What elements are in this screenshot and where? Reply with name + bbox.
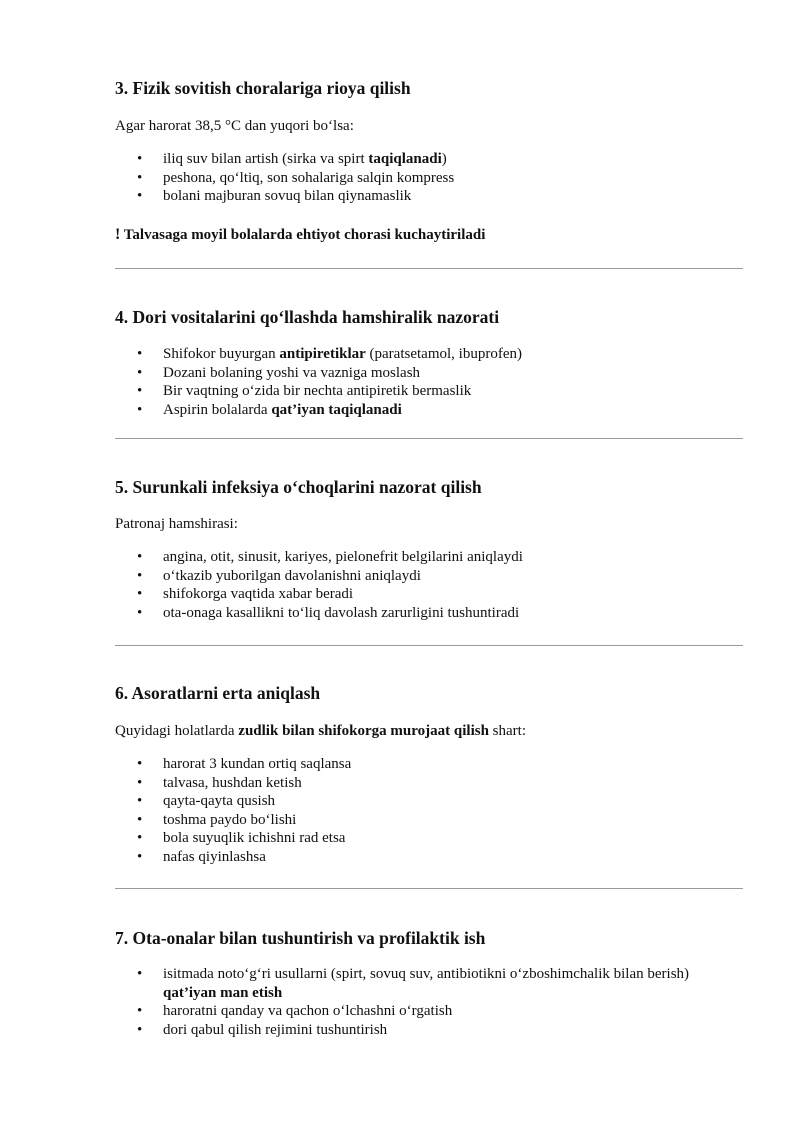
list-item (115, 1002, 743, 1021)
section-5-list (115, 548, 743, 622)
list-item-text: Shifokor buyurgan (163, 346, 280, 362)
section-6-title: 6. Asoratlarni erta aniqlash (115, 683, 321, 703)
list-item-text: angina, otit, sinusit, kariyes, pielonefrit belgilarini aniqlaydi (163, 549, 523, 565)
section-4-title: 4. Dori vositalarini qo‘llashda hamshiralik nazorati (115, 307, 500, 327)
list-item (115, 345, 743, 364)
bullet-icon: • (137, 830, 143, 846)
list-item (115, 774, 743, 793)
section-6 (115, 682, 743, 866)
bullet-icon: • (137, 1003, 143, 1019)
list-item-text: bolani majburan sovuq bilan qiynamaslik (163, 188, 412, 204)
list-item (115, 829, 743, 848)
list-item (115, 567, 743, 586)
bullet-icon: • (137, 401, 143, 418)
list-item (115, 1021, 743, 1040)
list-item (115, 187, 743, 206)
section-7-title: 7. Ota-onalar bilan tushuntirish va profilaktik ish (115, 928, 486, 948)
bullet-icon: • (137, 188, 143, 204)
list-item (115, 401, 743, 420)
list-item-text: nafas qiyinlashsa (163, 848, 266, 865)
list-item (115, 848, 743, 867)
list-item-text-end: ) (441, 151, 447, 167)
list-item (115, 792, 743, 811)
section-3 (115, 77, 743, 245)
section-6-list (115, 755, 743, 866)
list-item (115, 548, 743, 567)
list-item-text: o‘tkazib yuborilgan davolanishni aniqlaydi (163, 567, 421, 584)
section-4 (115, 306, 743, 419)
bullet-icon: • (137, 756, 143, 772)
list-item-text: iliq suv bilan artish (sirka va spirt (163, 151, 369, 167)
list-item (115, 364, 743, 383)
bullet-icon: • (137, 793, 143, 809)
bullet-icon: • (137, 151, 143, 167)
list-item (115, 755, 743, 774)
list-item-text: harorat 3 kundan ortiq saqlansa (163, 756, 352, 772)
bullet-icon: • (137, 966, 143, 982)
bullet-icon: • (137, 383, 143, 399)
bullet-icon: • (137, 604, 143, 621)
bullet-icon: • (137, 567, 143, 584)
list-item-text: isitmada noto‘g‘ri usullarni (spirt, sovuq suv, antibiotikni o‘zboshimchalik bilan berish) (163, 966, 690, 982)
section-5-title: 5. Surunkali infeksiya o‘choqlarini nazorat qilish (115, 477, 482, 497)
bullet-icon: • (137, 774, 143, 791)
intro-text-end: shart: (488, 723, 526, 739)
list-item-text: Aspirin bolalarda (163, 401, 272, 418)
section-5-intro: Patronaj hamshirasi: (115, 516, 238, 532)
section-3-intro: Agar harorat 38,5 °C dan yuqori bo‘lsa: (115, 118, 354, 134)
list-item-text: ota-onaga kasallikni to‘liq davolash zarurligini tushuntiradi (163, 604, 520, 621)
list-item (115, 150, 743, 169)
list-item-text-end: (paratsetamol, ibuprofen) (365, 346, 522, 362)
divider (115, 438, 743, 439)
section-6-intro (115, 722, 743, 741)
list-item-bold: qat’iyan taqiqlanadi (271, 401, 402, 418)
list-item (115, 382, 743, 401)
exclamation-icon: ! (115, 225, 121, 243)
bullet-icon: • (137, 346, 143, 362)
list-item-text: shifokorga vaqtida xabar beradi (163, 586, 354, 602)
bullet-icon: • (137, 848, 143, 865)
section-5 (115, 476, 743, 622)
list-item (115, 604, 743, 623)
list-item-text: talvasa, hushdan ketish (163, 774, 302, 791)
section-4-list (115, 345, 743, 419)
intro-bold: zudlik bilan shifokorga murojaat qilish (238, 723, 489, 739)
bullet-icon: • (137, 811, 143, 828)
divider (115, 268, 743, 269)
bullet-icon: • (137, 1021, 143, 1038)
list-item (115, 585, 743, 604)
bullet-icon: • (137, 586, 143, 602)
list-item-bold: taqiqlanadi (368, 151, 442, 167)
bullet-icon: • (137, 169, 143, 186)
list-item-bold: antipiretiklar (279, 346, 366, 362)
list-item (115, 811, 743, 830)
section-3-list (115, 150, 743, 206)
list-item-bold: qat’iyan man etish (163, 984, 283, 1001)
list-item-text: peshona, qo‘ltiq, son sohalariga salqin kompress (163, 169, 455, 186)
intro-text: Quyidagi holatlarda (115, 723, 239, 739)
divider (115, 645, 743, 646)
list-item-text: qayta-qayta qusish (163, 793, 276, 809)
list-item (115, 169, 743, 188)
list-item-text: Dozani bolaning yoshi va vazniga moslash (163, 364, 421, 381)
divider (115, 888, 743, 889)
list-item (115, 965, 743, 1002)
section-7-list (115, 965, 743, 1039)
warning-note (115, 225, 743, 245)
list-item-text: toshma paydo bo‘lishi (163, 811, 297, 828)
section-3-title: 3. Fizik sovitish choralariga rioya qilish (115, 78, 411, 98)
warning-text: Talvasaga moyil bolalarda ehtiyot chorasi kuchaytiriladi (120, 226, 486, 243)
bullet-icon: • (137, 549, 143, 565)
list-item-text: bola suyuqlik ichishni rad etsa (163, 830, 346, 846)
list-item-text: dori qabul qilish rejimini tushuntirish (163, 1021, 388, 1038)
list-item-text: haroratni qanday va qachon o‘lchashni o‘rgatish (163, 1003, 453, 1019)
bullet-icon: • (137, 364, 143, 381)
list-item-text: Bir vaqtning o‘zida bir nechta antipiretik bermaslik (163, 383, 472, 399)
section-7 (115, 927, 743, 1039)
